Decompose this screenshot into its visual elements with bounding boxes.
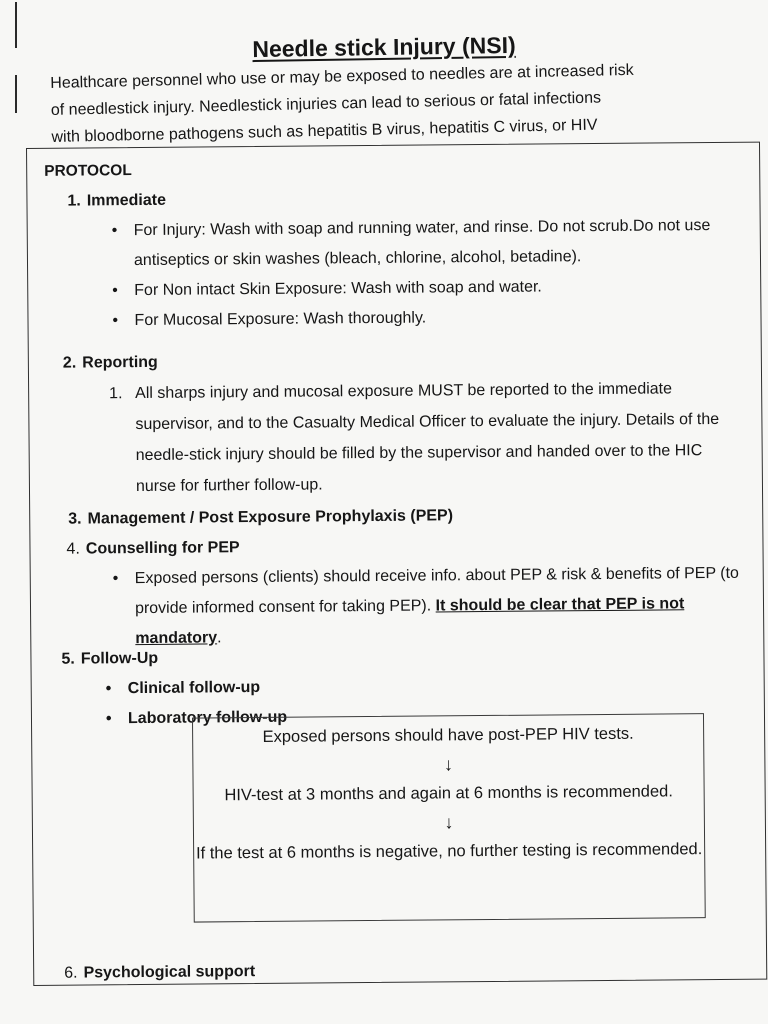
counselling-period: . bbox=[217, 629, 222, 647]
sub-number: 1. bbox=[109, 385, 123, 403]
section-number: 5. bbox=[61, 650, 75, 668]
list-item: • For Non intact Skin Exposure: Wash with soap and water. bbox=[112, 271, 728, 306]
section-immediate bbox=[67, 181, 728, 337]
section-title: Management / Post Exposure Prophylaxis (PEP) bbox=[87, 507, 454, 528]
list-item: • For Mucosal Exposure: Wash thoroughly. bbox=[112, 301, 728, 336]
section-number: 4. bbox=[66, 540, 80, 558]
section-number: 6. bbox=[64, 964, 78, 982]
list-item: • Laboratory follow-up bbox=[106, 699, 742, 735]
section-number: 2. bbox=[62, 354, 77, 372]
counselling-text: Exposed persons (clients) should receive info. about PEP & risk & benefits of PEP (to provide informed consent for taking PEP). bbox=[134, 564, 739, 618]
reporting-text: All sharps injury and mucosal exposure MUST be reported to the immediate supervisor, and to the Casualty Medical Officer to evaluate the injury. Details of the needle-stick injury should be filled by the supervisor and handed over to the HIC nurse for further follow-up. bbox=[135, 380, 720, 496]
hiv-testing-flow-box bbox=[192, 713, 706, 922]
arrow-down-icon: ↓ bbox=[443, 754, 453, 775]
list-item: • Clinical follow-up bbox=[106, 669, 742, 705]
page-title: Needle stick Injury (NSI) bbox=[252, 31, 516, 63]
intro-line: with bloodborne pathogens such as hepatitis B virus, hepatitis C virus, or HIV bbox=[51, 116, 598, 146]
list-item: • For Injury: Wash with soap and running water, and rinse. Do not scrub.Do not use antiseptics or skin washes (bleach, chlorine, alcohol, betadine). bbox=[112, 211, 729, 276]
section-counselling bbox=[66, 529, 747, 655]
section-title: Psychological support bbox=[83, 963, 256, 982]
intro-line: Healthcare personnel who use or may be exposed to needles are at increased risk bbox=[50, 61, 634, 92]
section-reporting bbox=[63, 343, 744, 503]
counselling-emphasis: It should be clear that PEP is not mandatory bbox=[135, 595, 685, 648]
section-number: 3. bbox=[68, 510, 82, 528]
immediate-list bbox=[112, 211, 729, 336]
flow-step: Exposed persons should have post-PEP HIV tests. bbox=[262, 724, 634, 746]
flow-step: If the test at 6 months is negative, no further testing is recommended. bbox=[195, 840, 703, 863]
intro-line: of needlestick injury. Needlestick injuries can lead to serious or fatal infections bbox=[50, 89, 602, 119]
section-number: 1. bbox=[67, 192, 81, 210]
flow-step: HIV-test at 3 months and again at 6 months is recommended. bbox=[224, 782, 673, 805]
protocol-box bbox=[26, 142, 767, 986]
section-heading bbox=[64, 953, 744, 989]
section-psychological bbox=[64, 953, 744, 989]
intro-paragraph bbox=[50, 54, 752, 151]
reporting-item bbox=[63, 373, 744, 503]
section-title: Reporting bbox=[82, 353, 158, 372]
margin-mark bbox=[15, 75, 17, 113]
section-title: Immediate bbox=[86, 191, 167, 210]
section-title: Counselling for PEP bbox=[85, 539, 240, 558]
protocol-label: PROTOCOL bbox=[44, 162, 132, 180]
arrow-down-icon: ↓ bbox=[444, 812, 454, 833]
section-title: Follow-Up bbox=[80, 649, 159, 668]
